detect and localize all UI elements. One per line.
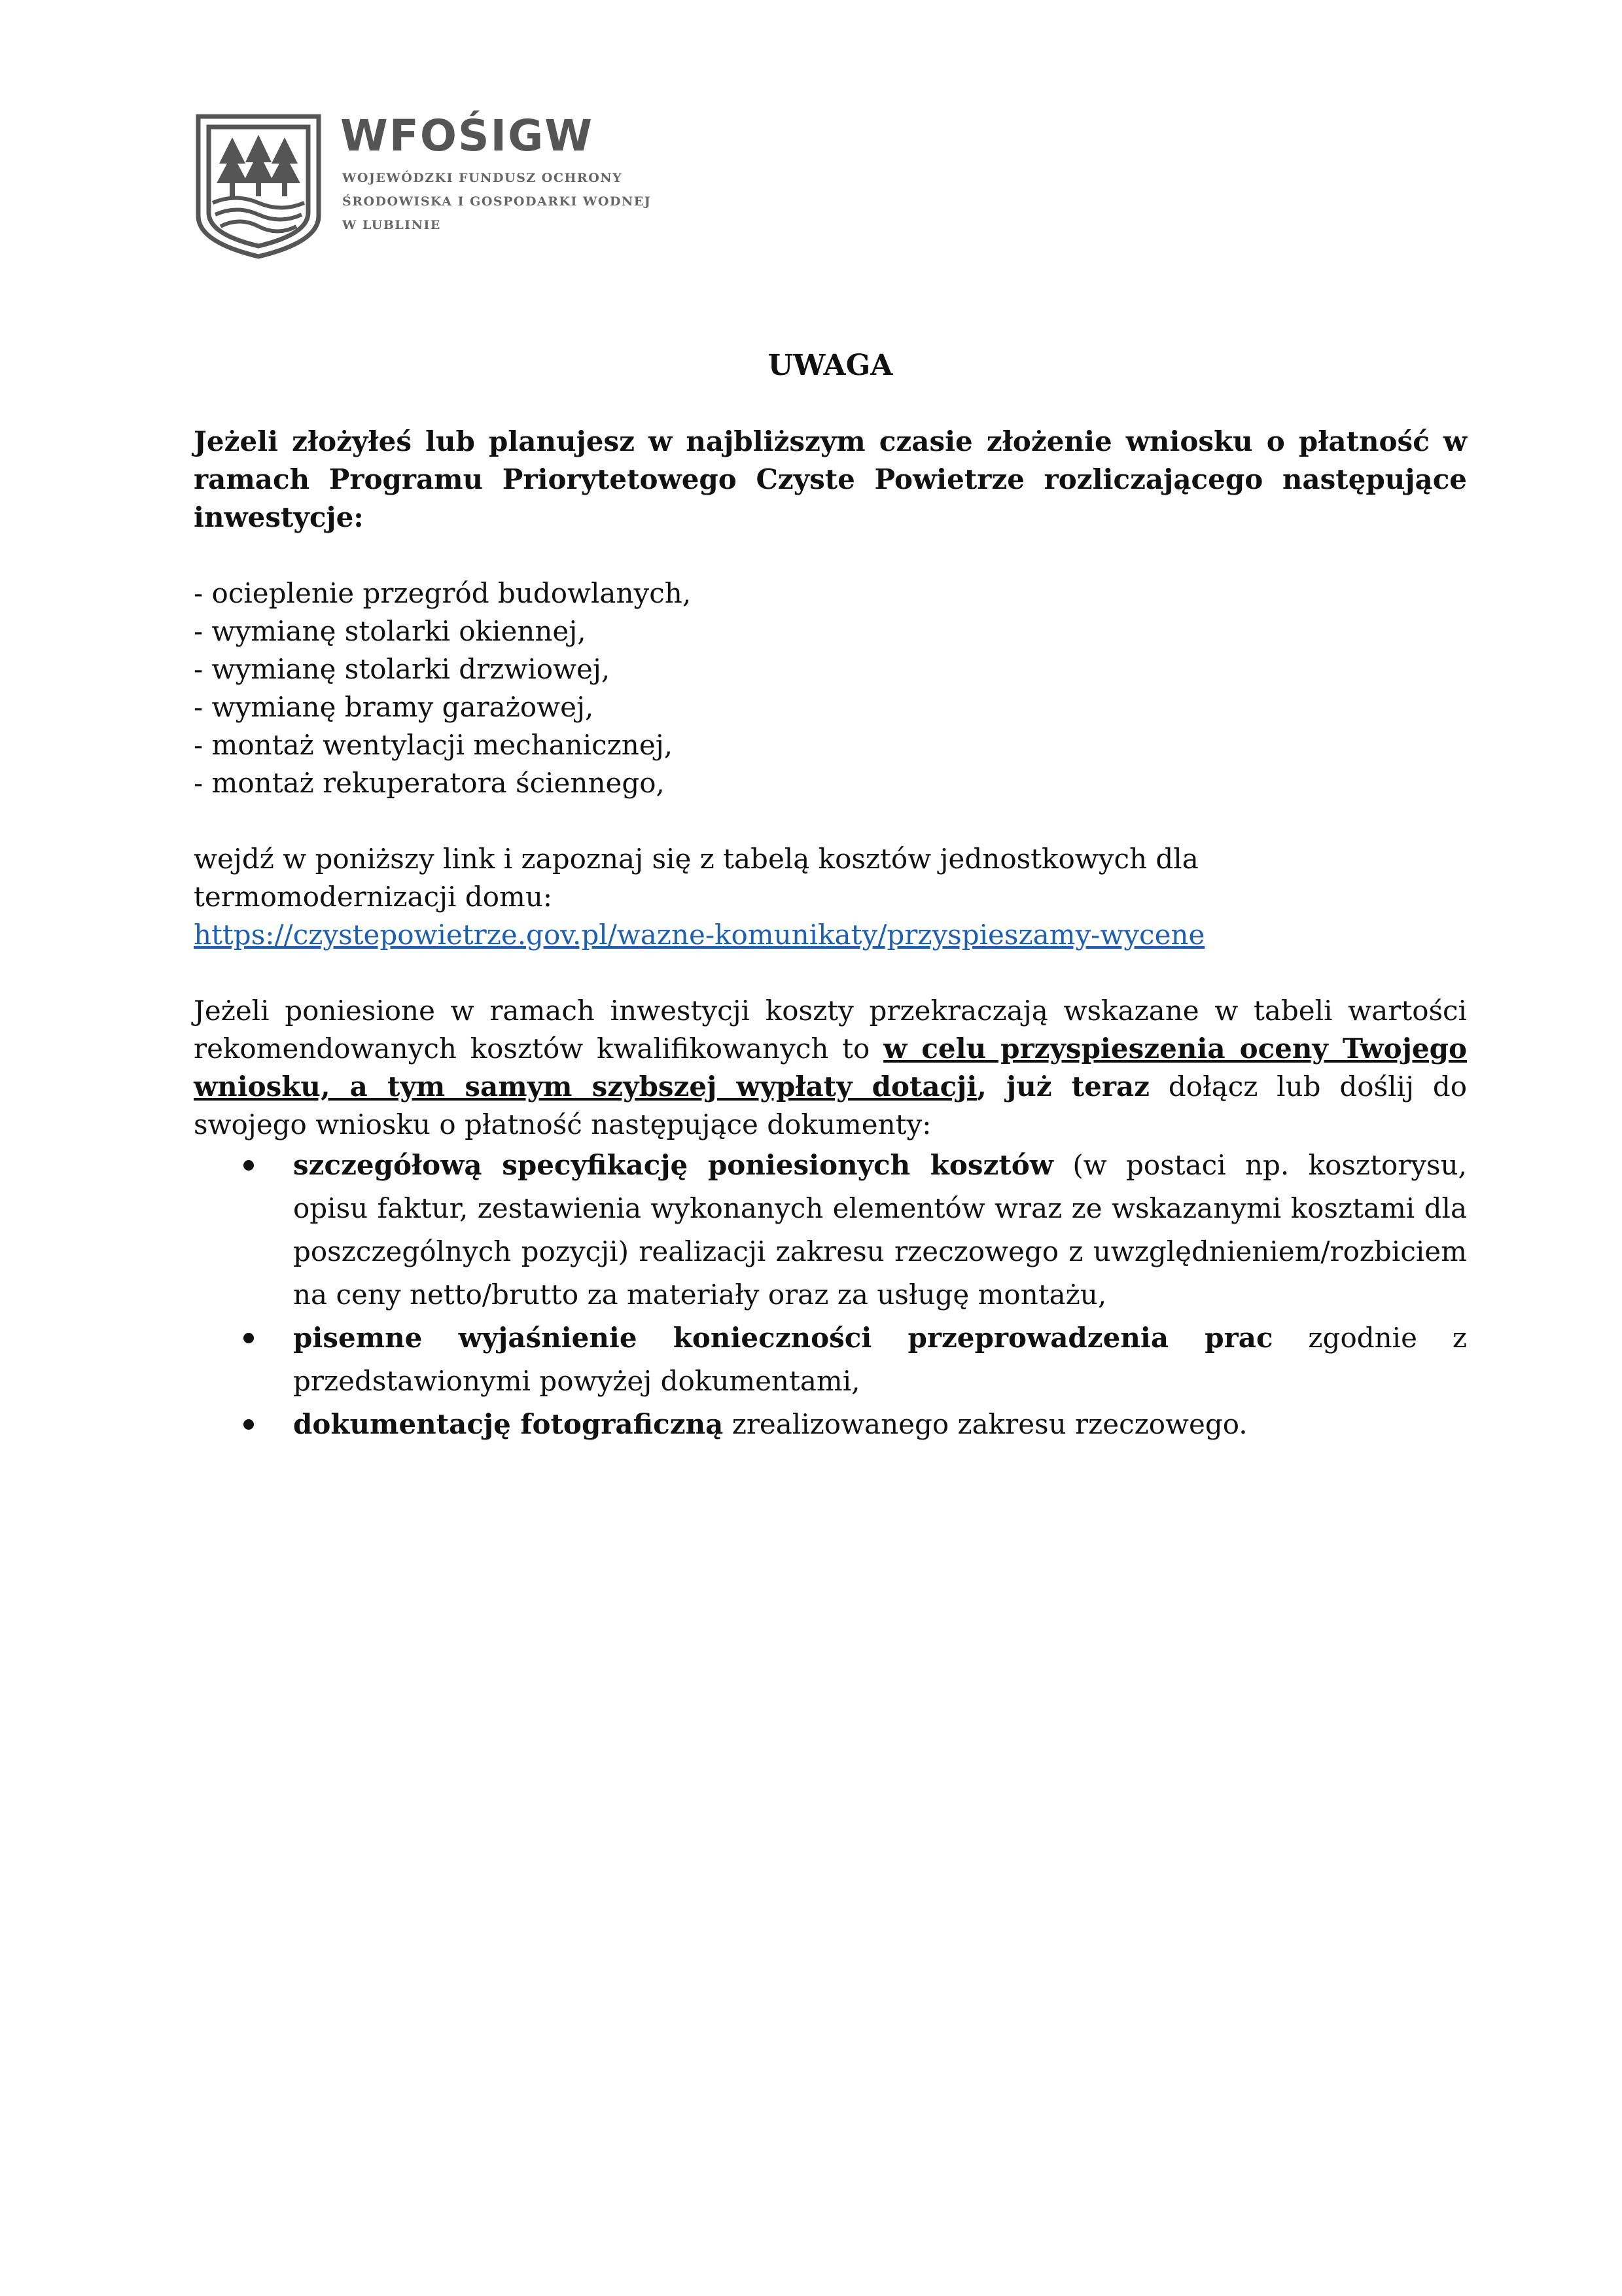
notice-body [194,347,1467,1446]
list-item: - ocieplenie przegród budowlanych, [194,577,692,609]
logo-subtitle-line: W LUBLINIE [342,218,441,232]
logo-title: WFOŚIGW [340,111,594,161]
list-item [293,1403,1467,1446]
document-description: zrealizowanego zakresu rzeczowego. [723,1408,1248,1440]
document-title: dokumentację fotograficzną [293,1408,724,1440]
costs-now: , już teraz [977,1070,1150,1103]
list-item: - wymianę stolarki okiennej, [194,615,586,647]
document-title: szczegółową specyfikację poniesionych kosztów [293,1149,1053,1181]
list-item [293,1144,1467,1316]
logo-subtitle [342,166,651,237]
wfosigw-logo [193,111,690,262]
document-description: zgodnie z przedstawionymi powyżej dokumentami, [293,1322,1467,1397]
costs-text-end: dołącz lub doślij do swojego wniosku o płatność następujące dokumenty: [194,1070,1467,1140]
bullet-icon [243,1419,254,1430]
list-item: - wymianę stolarki drzwiowej, [194,653,610,685]
list-item: - montaż wentylacji mechanicznej, [194,729,673,761]
fund-emblem-icon [193,111,324,262]
link-paragraph [194,840,1467,954]
logo-subtitle-line: WOJEWÓDZKI FUNDUSZ OCHRONY [342,171,623,185]
document-title: pisemne wyjaśnienie konieczności przeprowadzenia prac [293,1322,1273,1354]
costs-text: Jeżeli poniesione w ramach inwestycji koszty przekraczają wskazane w tabeli wartości rekomendowanych kosztów kwalifikowanych to [194,995,1467,1065]
logo-subtitle-line: ŚRODOWISKA I GOSPODARKI WODNEJ [342,194,652,209]
documents-list [194,1144,1467,1446]
list-item: - montaż rekuperatora ściennego, [194,767,665,799]
notice-heading: UWAGA [767,349,893,382]
document-description: (w postaci np. kosztorysu, opisu faktur, zestawienia wykonanych elementów wraz ze wskazanymi kosztami dla poszczególnych pozycji) realizacji zakresu rzeczowego z uwzględnieniem/rozbiciem na ceny netto/brutto za materiały oraz za usługę montażu, [293,1149,1467,1311]
costs-paragraph [194,992,1467,1144]
bullet-icon [243,1160,254,1171]
unit-costs-link[interactable]: https://czystepowietrze.gov.pl/wazne-komunikaty/przyspieszamy-wycene [194,919,1205,951]
investments-list [194,574,1467,802]
costs-emphasis: w celu przyspieszenia oceny Twojego wniosku, a tym samym szybszej wypłaty dotacji [194,1033,1467,1103]
link-paragraph-line: wejdź w poniższy link i zapoznaj się z tabelą kosztów jednostkowych dla [194,843,1199,875]
list-item [293,1316,1467,1403]
link-paragraph-line: termomodernizacji domu: [194,881,553,913]
bullet-icon [243,1333,254,1343]
intro-paragraph: Jeżeli złożyłeś lub planujesz w najbliższym czasie złożenie wniosku o płatność w ramach Programu Priorytetowego Czyste Powietrze rozliczającego następujące inwestycje: [194,425,1467,533]
list-item: - wymianę bramy garażowej, [194,691,594,723]
